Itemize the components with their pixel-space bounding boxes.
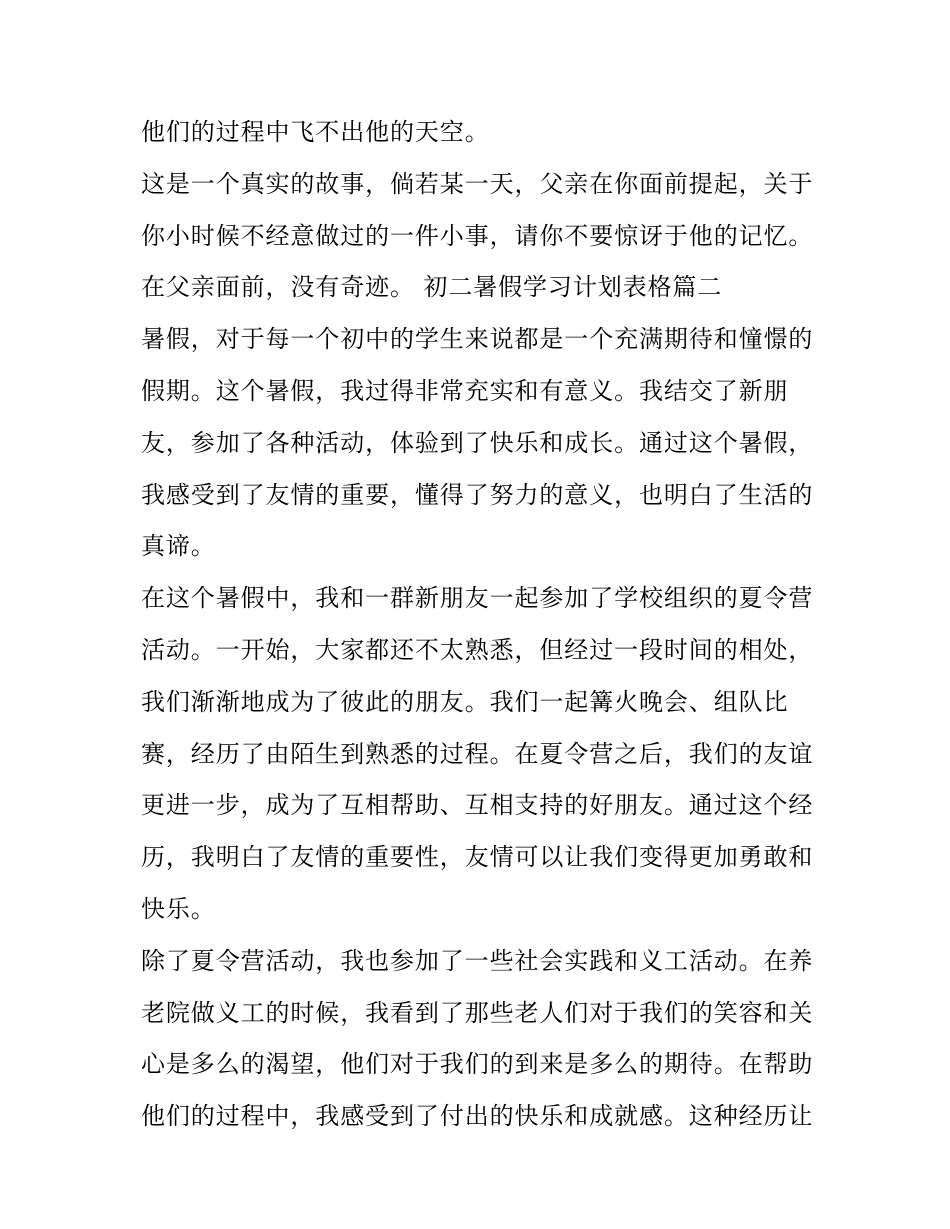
text-line: 赛，经历了由陌生到熟悉的过程。在夏令营之后，我们的友谊 xyxy=(141,739,814,768)
text-line: 我们渐渐地成为了彼此的朋友。我们一起篝火晚会、组队比 xyxy=(141,687,789,716)
text-line: 假期。这个暑假，我过得非常充实和有意义。我结交了新朋 xyxy=(141,376,789,405)
text-line: 活动。一开始，大家都还不太熟悉，但经过一段时间的相处， xyxy=(141,635,814,664)
text-line: 除了夏令营活动，我也参加了一些社会实践和义工活动。在养 xyxy=(141,946,814,975)
text-line: 友，参加了各种活动，体验到了快乐和成长。通过这个暑假， xyxy=(141,428,814,457)
text-line: 他们的过程中，我感受到了付出的快乐和成就感。这种经历让 xyxy=(141,1102,814,1131)
text-line: 更进一步，成为了互相帮助、互相支持的好朋友。通过这个经 xyxy=(141,791,814,820)
text-line: 快乐。 xyxy=(141,894,216,923)
text-line: 他们的过程中飞不出他的天空。 xyxy=(141,118,490,146)
document-body xyxy=(141,107,816,1143)
text-line: 老院做义工的时候，我看到了那些老人们对于我们的笑容和关 xyxy=(141,998,814,1027)
text-line: 你小时候不经意做过的一件小事，请你不要惊讶于他的记忆。 xyxy=(141,221,814,250)
text-line: 在父亲面前，没有奇迹。 初二暑假学习计划表格篇二 xyxy=(141,273,723,302)
text-line: 历，我明白了友情的重要性，友情可以让我们变得更加勇敢和 xyxy=(141,843,814,872)
text-line: 我感受到了友情的重要，懂得了努力的意义，也明白了生活的 xyxy=(141,480,814,509)
text-line: 真谛。 xyxy=(141,532,216,561)
text-line: 在这个暑假中，我和一群新朋友一起参加了学校组织的夏令营 xyxy=(141,584,814,613)
text-line: 这是一个真实的故事，倘若某一天，父亲在你面前提起，关于 xyxy=(141,169,814,198)
text-line: 心是多么的渴望，他们对于我们的到来是多么的期待。在帮助 xyxy=(141,1050,814,1079)
text-line: 暑假，对于每一个初中的学生来说都是一个充满期待和憧憬的 xyxy=(141,325,814,354)
